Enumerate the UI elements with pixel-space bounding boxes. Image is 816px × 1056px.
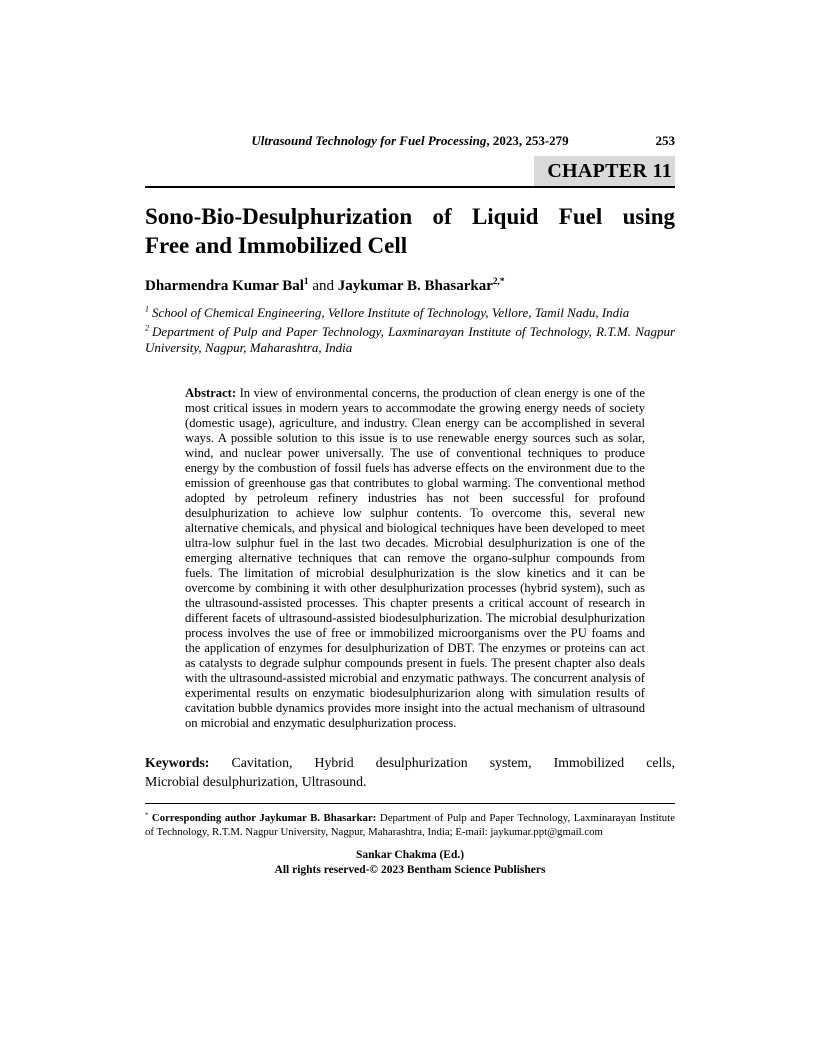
abstract-text: In view of environmental concerns, the production of clean energy is one of the most critical issues in modern years to accommodate the growing energy needs of society (domestic usage), agriculture, and industry. Clean energy can be accomplished in several ways. A possible solution to this issue is to use renewable energy sources such as solar, wind, and nuclear power universally. The use of conventional techniques to produce energy by the combustion of fossil fuels has adverse effects on the environment due to the emission of greenhouse gas that contributes to global warming. The conventional method adopted by petroleum refinery industries has not been successful for profound desulphurization to achieve low sulphur contents. To overcome this, several new alternative chemicals, and physical and biological techniques have been developed to meet ultra-low sulphur fuel in the last two decades. Microbial desulphurization is one of the emerging alternative techniques that can remove the organo-sulphur compounds from fuels. The limitation of microbial desulphurization is the slow kinetics and it can be overcome by combining it with other desulphurization processes (hybrid system), such as the ultrasound-assisted processes. This chapter presents a critical account of research in different facets of ultrasound-assisted biodesulphurization. The microbial desulphurization process involves the use of free or immobilized microorganisms over the PU foams and the application of enzymes for desulphurization of DBT. The enzymes or proteins can act as catalysts to degrade sulphur compounds present in fuels. The present chapter also deals with the ultrasound-assisted microbial and enzymatic pathways. The concurrent analysis of experimental results on enzymatic biodesulphurizarion along with simulation results of cavitation bubble dynamics provides more insight into the actual mechanism of ultrasound on microbial and enzymatic desulphurization process. [185,386,645,730]
authors-line [145,277,675,296]
footnote-label: Corresponding author Jaykumar B. Bhasarkar: [151,812,377,824]
chapter-title [145,202,675,260]
keywords-block [145,754,675,791]
chapter-title-line-2: Free and Immobilized Cell [145,233,408,258]
keywords-text-1: Cavitation, Hybrid desulphurization system, Immobilized cells, [231,755,675,770]
affiliation-2-text: Department of Pulp and Paper Technology, Laxminarayan Institute of Technology, R.T.M. Nagpur University, Nagpur, Maharashtra, India [145,324,675,355]
running-meta: , 2023, 253-279 [486,133,569,148]
footnote-divider [145,803,675,804]
author-2-superscript: 2,* [492,277,505,287]
author-1-name: Dharmendra Kumar Bal [145,278,304,294]
abstract-label: Abstract: [185,386,237,400]
keywords-line-1 [145,754,675,773]
affiliation-1-superscript: 1 [145,304,150,314]
author-1-superscript: 1 [303,277,309,287]
chapter-title-line-1: Sono-Bio-Desulphurization of Liquid Fuel using [145,204,675,229]
footnote-marker: * [145,811,149,819]
author-2-name: Jaykumar B. Bhasarkar [337,278,493,294]
publisher-footer [145,848,675,877]
running-header [145,133,675,148]
chapter-banner-row [145,156,675,188]
footnote-text: Department of Pulp and Paper Technology, Laxminarayan Institute of Technology, R.T.M. Nagpur University, Nagpur, Maharashtra, India; E-mail: jaykumar.ppt@gmail.com [145,812,675,838]
corresponding-author-footnote [145,812,675,839]
abstract-block [185,386,645,731]
authors-connector: and [308,278,338,294]
editor-line: Sankar Chakma (Ed.) [355,849,465,861]
affiliation-1 [145,305,675,321]
running-title: Ultrasound Technology for Fuel Processing [251,133,487,148]
chapter-label: CHAPTER 11 [534,156,675,186]
affiliations [145,305,675,356]
keywords-label: Keywords: [145,755,210,770]
affiliation-2-superscript: 2 [145,323,150,333]
affiliation-2 [145,324,675,356]
affiliation-1-text: School of Chemical Engineering, Vellore Institute of Technology, Vellore, Tamil Nadu, India [152,305,630,320]
keywords-text-2: Microbial desulphurization, Ultrasound. [145,773,367,789]
rights-line: All rights reserved-© 2023 Bentham Science Publishers [274,863,546,876]
page-number: 253 [655,133,675,148]
